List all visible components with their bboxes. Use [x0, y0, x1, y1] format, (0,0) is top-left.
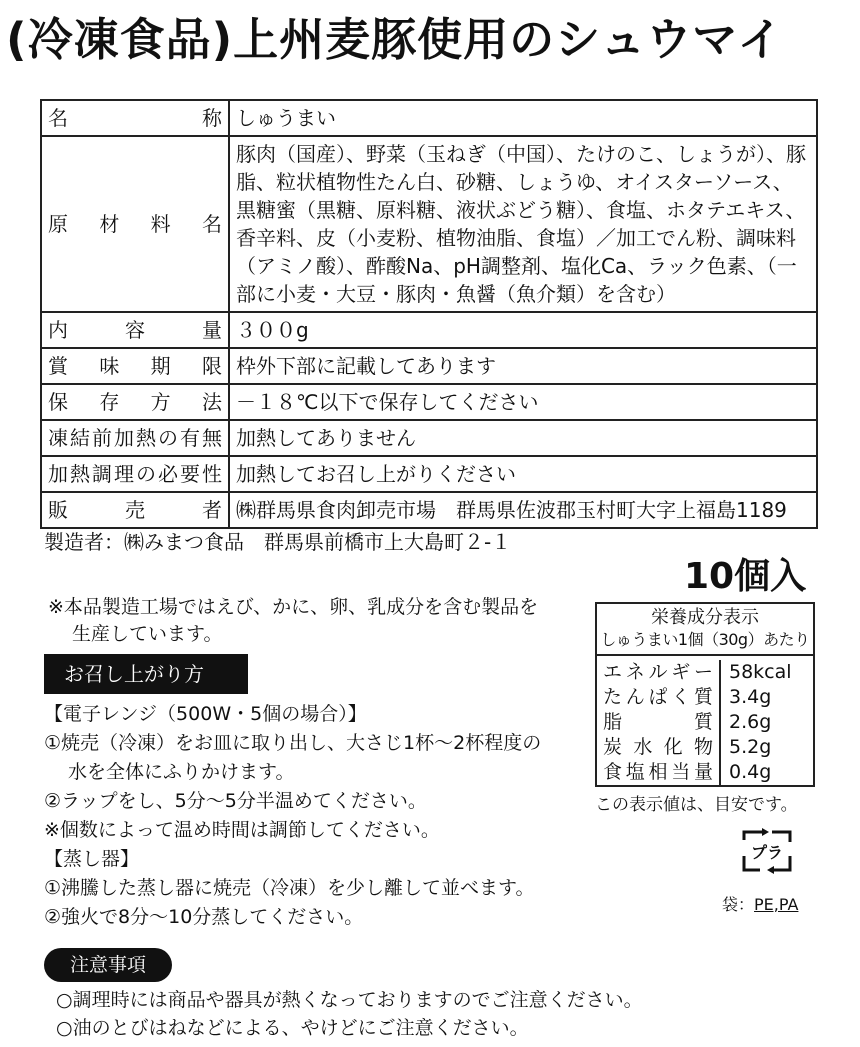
spec-value: しゅうまい	[229, 100, 817, 136]
nutrition-value: 3.4g	[729, 686, 772, 708]
nutrition-label: 食塩相当量	[597, 760, 720, 785]
spec-row	[41, 384, 817, 420]
spec-label: 名 称	[41, 100, 229, 136]
prep-instructions	[44, 700, 592, 932]
nutrition-label: たんぱく質	[597, 685, 720, 710]
steamer-step-2: ②強火で8分～10分蒸してください。	[44, 906, 364, 928]
spec-value: 加熱してありません	[229, 420, 817, 456]
nutrition-label: 炭水化物	[597, 735, 720, 760]
steamer-step-1: ①沸騰した蒸し器に焼売（冷凍）を少し離して並べます。	[44, 877, 535, 899]
microwave-note: ※個数によって温め時間は調節してください。	[44, 819, 440, 841]
caution-line-2: ○油のとびはねなどによる、やけどにご注意ください。	[56, 1017, 529, 1039]
microwave-step-1-cont: 水を全体にふりかけます。	[68, 761, 295, 783]
spec-row	[41, 348, 817, 384]
microwave-heading: 【電子レンジ（500W・5個の場合）】	[44, 703, 367, 725]
nutrition-value: 58kcal	[729, 661, 792, 683]
spec-row	[41, 100, 817, 136]
caution-notes	[56, 986, 643, 1042]
pla-recycle-icon	[738, 826, 796, 876]
steamer-heading: 【蒸し器】	[44, 848, 140, 870]
spec-value: ３００g	[229, 312, 817, 348]
spec-value: 加熱してお召し上がりください	[229, 456, 817, 492]
spec-label: 内 容 量	[41, 312, 229, 348]
allergy-notice	[48, 594, 588, 648]
manufacturer-text: 製造者：㈱みまつ食品 群馬県前橋市上大島町２-１	[44, 530, 512, 554]
nutrition-table	[597, 660, 813, 785]
spec-label: 原 材 料 名	[41, 136, 229, 312]
spec-value: －１８℃以下で保存してください	[229, 384, 817, 420]
spec-value: 枠外下部に記載してあります	[229, 348, 817, 384]
product-title: (冷凍食品)上州麦豚使用のシュウマイ	[6, 13, 784, 66]
recycle-label: プラ	[750, 843, 784, 862]
nutrition-value: 0.4g	[729, 761, 772, 783]
nutrition-row	[597, 735, 813, 760]
spec-label: 販 売 者	[41, 492, 229, 528]
nutrition-header	[597, 604, 813, 656]
nutrition-row	[597, 760, 813, 785]
prep-heading: お召し上がり方	[44, 654, 248, 694]
material-value: PE,PA	[754, 895, 799, 914]
spec-row	[41, 136, 817, 312]
packaging-material	[722, 892, 798, 915]
nutrition-row	[597, 685, 813, 710]
nutrition-label: エネルギー	[597, 660, 720, 685]
nutrition-value: 2.6g	[729, 711, 772, 733]
nutrition-value: 5.2g	[729, 736, 772, 758]
nutrition-row	[597, 710, 813, 735]
nutrition-facts-box	[595, 602, 815, 787]
nutrition-title: 栄養成分表示	[651, 607, 759, 628]
piece-count: 10個入	[684, 556, 807, 597]
spec-row	[41, 492, 817, 528]
allergy-line-1: ※本品製造工場ではえび、かに、卵、乳成分を含む製品を	[48, 596, 539, 618]
microwave-step-2: ②ラップをし、5分～5分半温めてください。	[44, 790, 427, 812]
product-spec-table	[40, 99, 818, 529]
caution-heading: 注意事項	[44, 948, 172, 982]
spec-label: 凍結前加熱の有無	[41, 420, 229, 456]
spec-row	[41, 312, 817, 348]
nutrition-serving: しゅうまい1個（30g）あたり	[600, 630, 810, 649]
nutrition-label: 脂 質	[597, 710, 720, 735]
nutrition-row	[597, 660, 813, 685]
material-prefix: 袋：	[722, 895, 755, 914]
spec-value: 豚肉（国産）、野菜（玉ねぎ（中国）、たけのこ、しょうが）、豚脂、粒状植物性たん白、砂糖、しょうゆ、オイスターソース、黒糖蜜（黒糖、原料糖、液状ぶどう糖）、食塩、ホタテエキス、香辛料、皮（小麦粉、植物油脂、食塩）／加工でん粉、調味料（アミノ酸）、酢酸Na、pH調整剤、塩化Ca、ラック色素、（一部に小麦・大豆・豚肉・魚醤（魚介類）を含む）	[229, 136, 817, 312]
allergy-line-2: 生産しています。	[72, 623, 223, 645]
microwave-step-1: ①焼売（冷凍）をお皿に取り出し、大さじ1杯～2杯程度の	[44, 732, 542, 754]
caution-line-1: ○調理時には商品や器具が熱くなっておりますのでご注意ください。	[56, 989, 643, 1011]
nutrition-note: この表示値は、目安です。	[595, 795, 798, 815]
spec-label: 加熱調理の必要性	[41, 456, 229, 492]
spec-row	[41, 456, 817, 492]
spec-label: 賞 味 期 限	[41, 348, 229, 384]
spec-value: ㈱群馬県食肉卸売市場 群馬県佐波郡玉村町大字上福島1189	[229, 492, 817, 528]
spec-row	[41, 420, 817, 456]
spec-label: 保 存 方 法	[41, 384, 229, 420]
